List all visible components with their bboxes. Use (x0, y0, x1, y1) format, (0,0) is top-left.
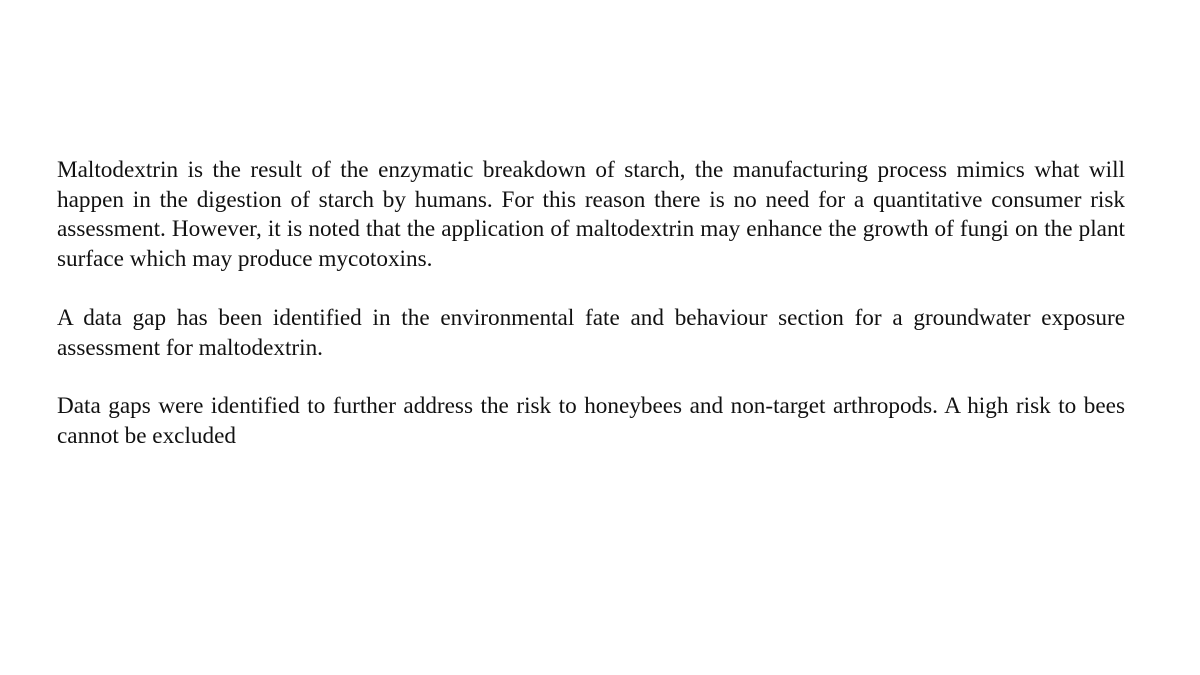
paragraph-groundwater-data-gap: A data gap has been identified in the environmental fate and behaviour section for a groundwater exposure assessment for maltodextrin. (57, 304, 1125, 361)
paragraph-bee-risk-data-gap: Data gaps were identified to further address the risk to honeybees and non-target arthropods. A high risk to bees cannot be excluded (57, 393, 1125, 449)
paragraph-maltodextrin-consumer-risk: Maltodextrin is the result of the enzymatic breakdown of starch, the manufacturing process mimics what will happen in the digestion of starch by humans. For this reason there is no need for a quantitative consumer risk assessment. However, it is noted that the application of maltodextrin may enhance the growth of fungi on the plant surface which may produce mycotoxins. (57, 157, 1125, 273)
document-body (57, 156, 1125, 452)
